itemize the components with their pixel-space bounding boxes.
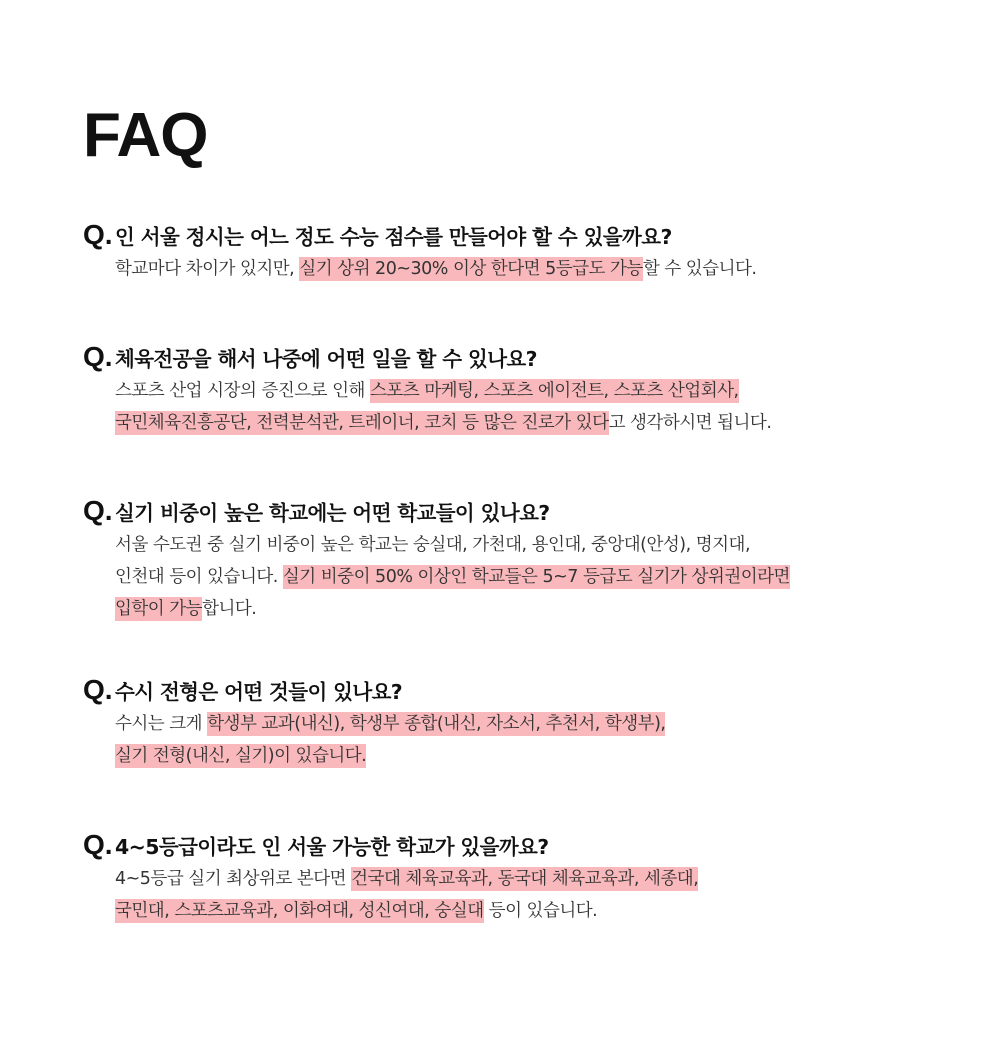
faq-item <box>83 827 963 927</box>
highlighted-text: 건국대 체육교육과, 동국대 체육교육과, 세종대, <box>351 869 699 889</box>
highlighted-text: 스포츠 마케팅, 스포츠 에이전트, 스포츠 산업회사, <box>369 381 739 401</box>
answer-text: 할 수 있습니다. <box>642 259 757 279</box>
faq-item <box>83 217 963 285</box>
highlighted-text: 국민체육진흥공단, 전력분석관, 트레이너, 코치 등 많은 진로가 있다 <box>115 413 609 433</box>
answer-text: 학교마다 차이가 있지만, <box>115 259 300 279</box>
question-text: 수시 전형은 어떤 것들이 있나요? <box>115 680 403 704</box>
answer-text: 등이 있습니다. <box>483 901 598 921</box>
answer-text: 인천대 등이 있습니다. <box>115 567 283 587</box>
question-mark-label: Q. <box>83 829 113 860</box>
faq-item <box>83 339 963 439</box>
faq-question <box>83 672 963 708</box>
answer-line <box>115 407 963 439</box>
faq-item <box>83 493 963 625</box>
highlighted-text: 입학이 가능 <box>115 599 203 619</box>
faq-question <box>83 217 963 253</box>
answer-line <box>115 593 963 625</box>
answer-line <box>115 740 963 772</box>
answer-text: 스포츠 산업 시장의 증진으로 인해 <box>115 381 370 401</box>
faq-answer <box>83 529 963 625</box>
faq-answer <box>83 375 963 439</box>
faq-item <box>83 672 963 772</box>
highlighted-text: 국민대, 스포츠교육과, 이화여대, 성신여대, 숭실대 <box>115 901 484 921</box>
faq-answer <box>83 253 963 285</box>
answer-line <box>115 895 963 927</box>
answer-text: 4~5등급 실기 최상위로 본다면 <box>115 869 352 889</box>
question-text: 인 서울 정시는 어느 정도 수능 점수를 만들어야 할 수 있을까요? <box>115 225 672 249</box>
highlighted-text: 실기 상위 20~30% 이상 한다면 5등급도 가능 <box>299 259 643 279</box>
highlighted-text: 실기 비중이 50% 이상인 학교들은 5~7 등급도 실기가 상위권이라면 <box>282 567 790 587</box>
answer-line <box>115 561 963 593</box>
answer-line <box>115 253 963 285</box>
highlighted-text: 학생부 교과(내신), 학생부 종합(내신, 자소서, 추천서, 학생부), <box>207 714 666 734</box>
faq-question <box>83 493 963 529</box>
answer-text: 고 생각하시면 됩니다. <box>608 413 772 433</box>
answer-line <box>115 708 963 740</box>
answer-line <box>115 863 963 895</box>
faq-question <box>83 339 963 375</box>
answer-text: 서울 수도권 중 실기 비중이 높은 학교는 숭실대, 가천대, 용인대, 중앙대(안성), 명지대, <box>115 535 751 555</box>
question-mark-label: Q. <box>83 219 113 250</box>
answer-line <box>115 375 963 407</box>
question-mark-label: Q. <box>83 495 113 526</box>
question-text: 체육전공을 해서 나중에 어떤 일을 할 수 있나요? <box>115 347 537 371</box>
faq-question <box>83 827 963 863</box>
answer-text: 수시는 크게 <box>115 714 208 734</box>
page-title: FAQ <box>83 101 208 170</box>
question-text: 실기 비중이 높은 학교에는 어떤 학교들이 있나요? <box>115 501 550 525</box>
question-mark-label: Q. <box>83 674 113 705</box>
faq-answer <box>83 863 963 927</box>
question-text: 4~5등급이라도 인 서울 가능한 학교가 있을까요? <box>115 835 549 859</box>
question-mark-label: Q. <box>83 341 113 372</box>
highlighted-text: 실기 전형(내신, 실기)이 있습니다. <box>115 746 367 766</box>
answer-text: 합니다. <box>202 599 257 619</box>
faq-answer <box>83 708 963 772</box>
answer-line <box>115 529 963 561</box>
